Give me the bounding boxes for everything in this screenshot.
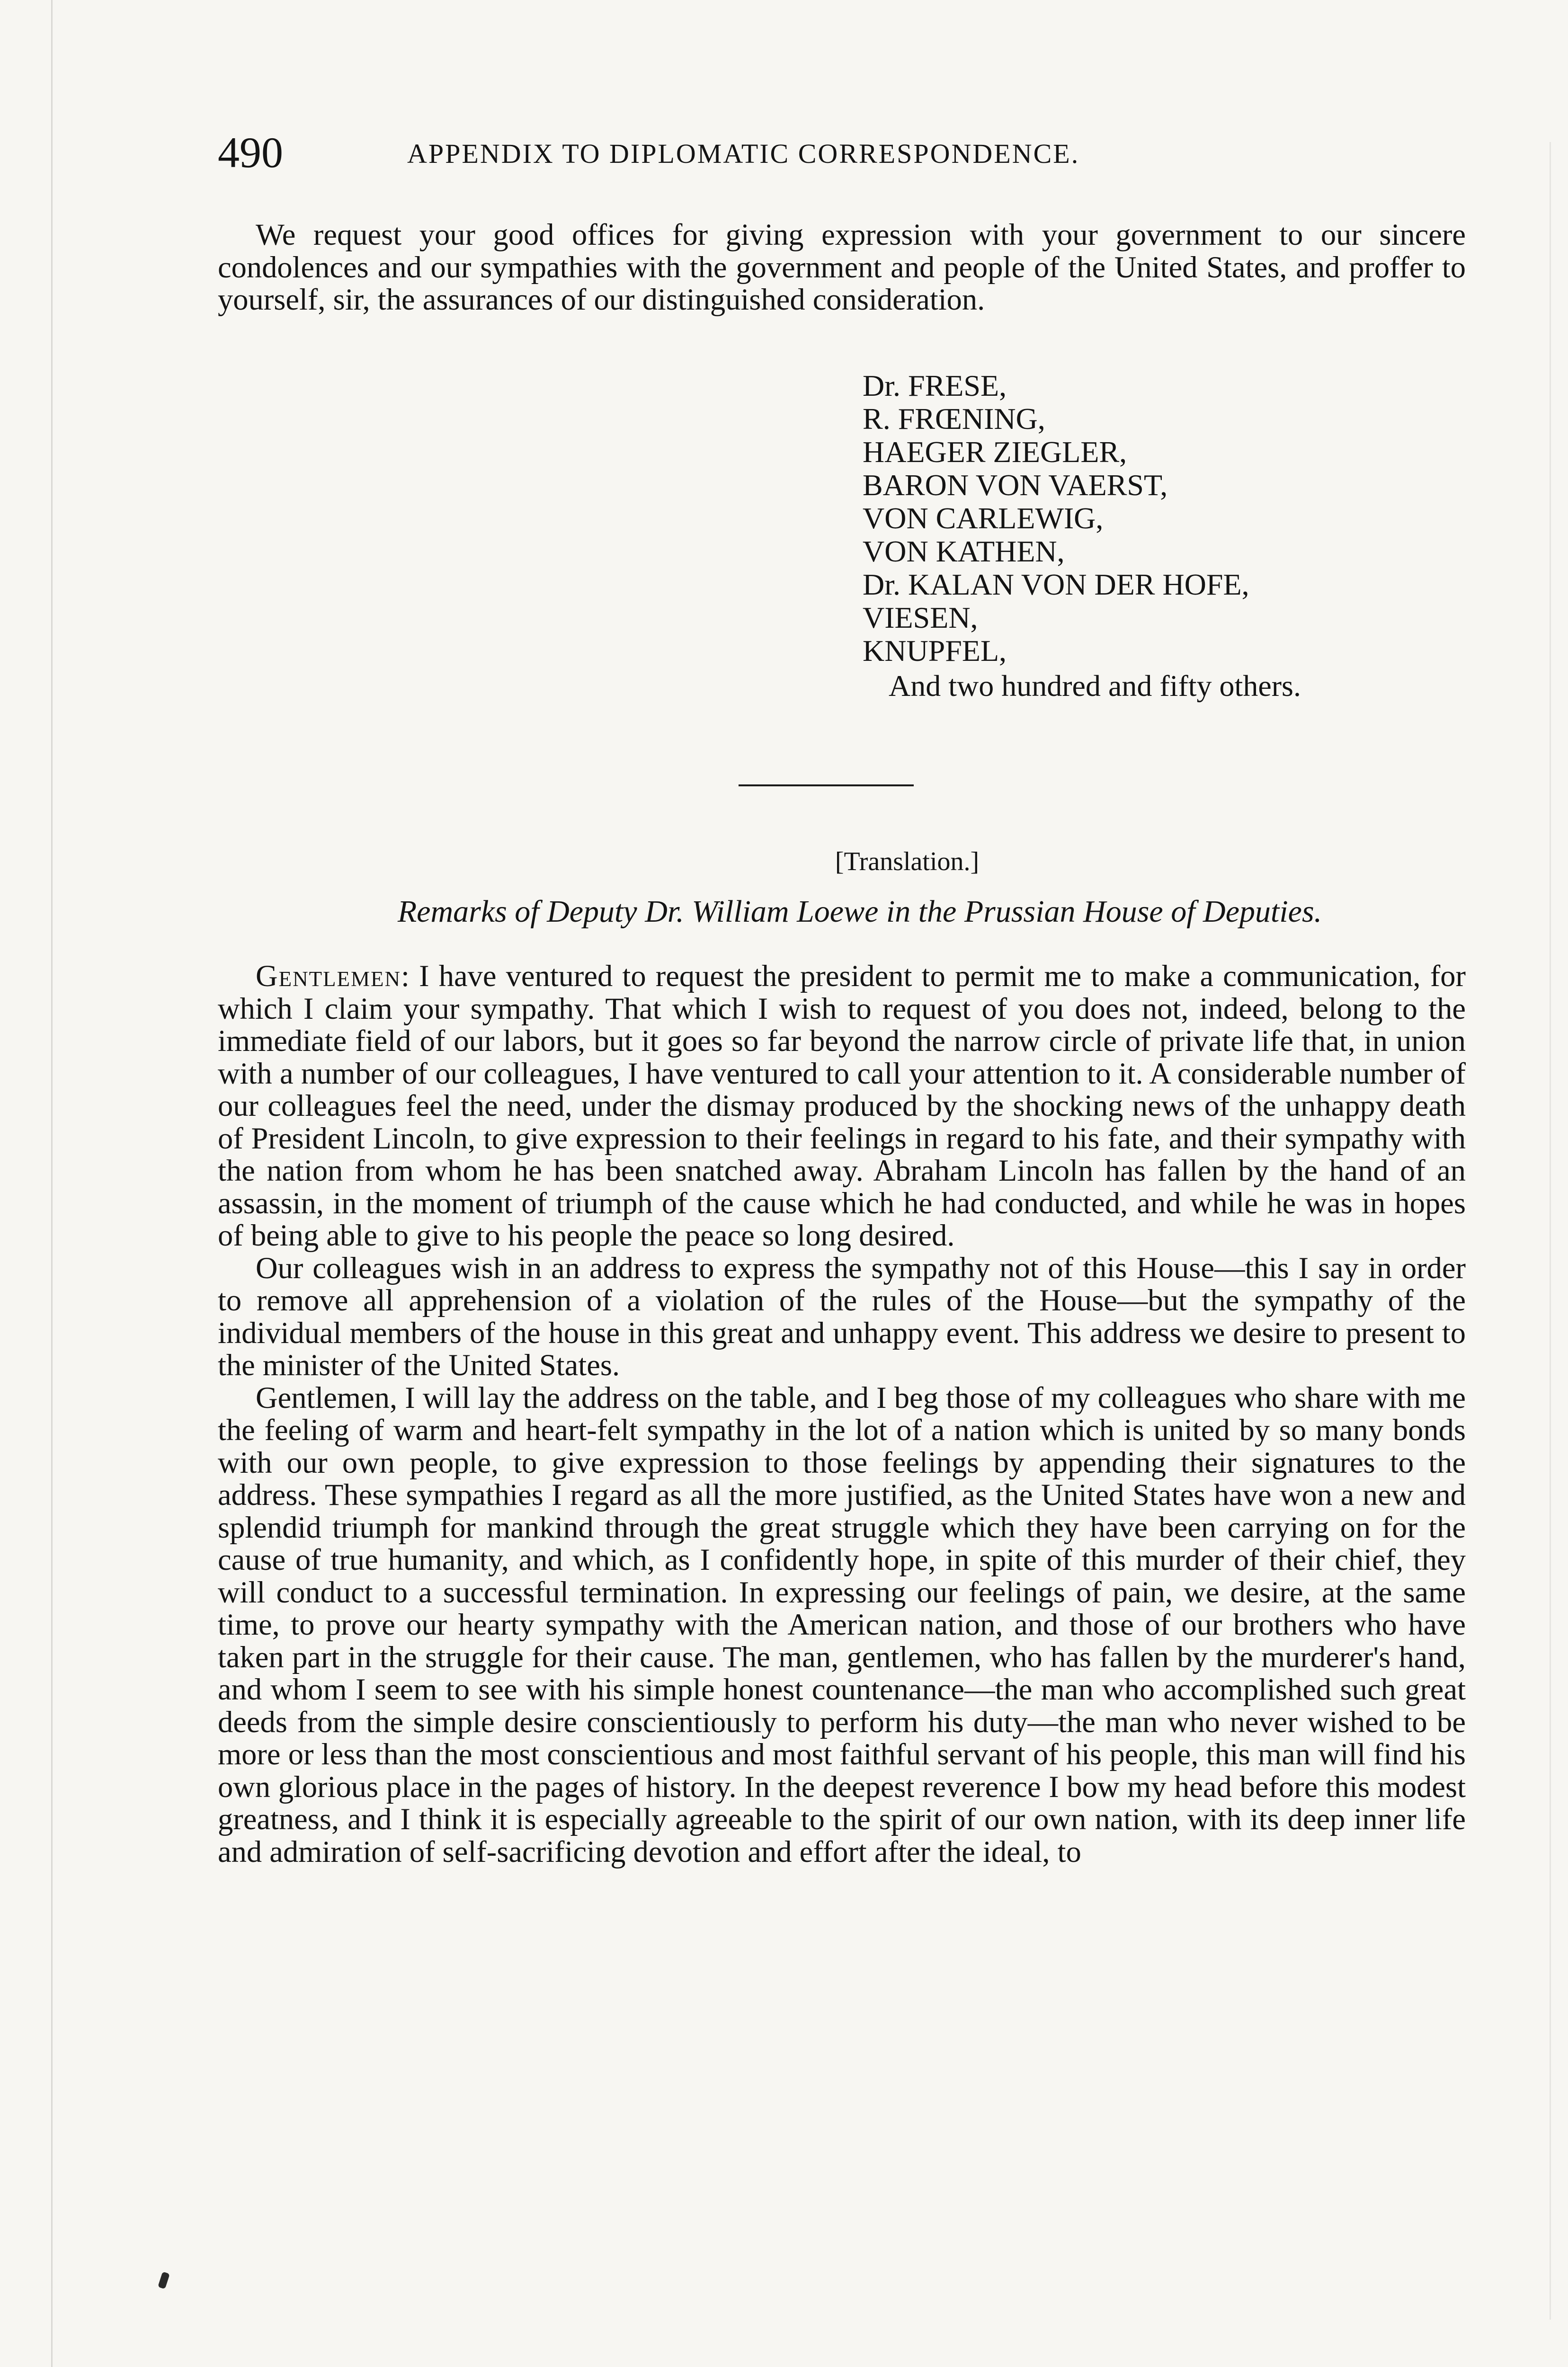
translation-note: [Translation.] bbox=[835, 847, 980, 876]
translation-note-row bbox=[0, 845, 1568, 878]
page-edge-left bbox=[51, 0, 53, 2367]
signature-line: BARON VON VAERST, bbox=[863, 468, 1168, 502]
margin-ink-mark bbox=[158, 2271, 170, 2289]
salutation: Gentlemen bbox=[256, 959, 401, 993]
signature-line: VIESEN, bbox=[863, 601, 978, 634]
remarks-title-row bbox=[0, 894, 1568, 930]
page-number: 490 bbox=[218, 128, 283, 177]
speech-paragraph-1 bbox=[218, 960, 1466, 1252]
signature-line: HAEGER ZIEGLER, bbox=[863, 435, 1127, 469]
signature-line: VON KATHEN, bbox=[863, 534, 1065, 568]
signature-list bbox=[863, 369, 1478, 703]
intro-paragraph: We request your good offices for giving expression with your government to our sincere condolences and our sympathies with the government and people of the United States, and proffer to yourself, sir, the assurances of our distinguished consideration. bbox=[218, 218, 1466, 316]
speech-body bbox=[218, 960, 1466, 1868]
page-header bbox=[218, 124, 1534, 181]
signature-line: KNUPFEL, bbox=[863, 634, 1007, 667]
speech-paragraph-1-text: : I have ventured to request the president to permit me to make a communication, for which I claim your sympathy. That which I wish to request of you does not, indeed, belong to the immediate field of our labors, but it goes so far beyond the narrow circle of private life that, in union with a number of our colleagues, I have ventured to call your attention to it. A considerable number of our colleagues feel the need, under the dismay produced by the shocking news of the unhappy death of President Lincoln, to give expression to their feelings in regard to his fate, and their sympathy with the nation from whom he has been snatched away. Abraham Lincoln has fallen by the hand of an assassin, in the moment of triumph of the cause which he had conducted, and while he was in hopes of being able to give to his people the peace so long desired. bbox=[218, 959, 1466, 1252]
signature-line: VON CARLEWIG, bbox=[863, 501, 1104, 535]
page-edge-right bbox=[1550, 142, 1551, 2320]
remarks-title: Remarks of Deputy Dr. William Loewe in the Prussian House of Deputies. bbox=[397, 894, 1322, 929]
intro-block bbox=[218, 219, 1466, 316]
running-title: APPENDIX TO DIPLOMATIC CORRESPONDENCE. bbox=[407, 138, 1080, 169]
signature-line: Dr. FRESE, bbox=[863, 369, 1007, 402]
speech-paragraph-3: Gentlemen, I will lay the address on the table, and I beg those of my colleagues who share with me the feeling of warm and heart-felt sympathy in the lot of a nation which is united by so many bonds with our own people, to give expression to those feelings by appending their signatures to the address. These sympathies I regard as all the more justified, as the United States have won a new and splendid triumph for mankind through the great struggle which they have been carrying on for the cause of true humanity, and which, as I confidently hope, in spite of this murder of their chief, they will conduct to a successful termination. In expressing our feelings of pain, we desire, at the same time, to prove our hearty sympathy with the American nation, and those of our brothers who have taken part in the struggle for their cause. The man, gentlemen, who has fallen by the murderer's hand, and whom I seem to see with his simple honest countenance—the man who accomplished such great deeds from the simple desire conscientiously to perform his duty—the man who never wished to be more or less than the most conscientious and most faithful servant of his people, this man will find his own glorious place in the pages of history. In the deepest reverence I bow my head before this modest greatness, and I think it is especially agreeable to the spirit of our own nation, with its deep inner life and admiration of self-sacrificing devotion and effort after the ideal, to bbox=[218, 1380, 1466, 1869]
signature-line: R. FRŒNING, bbox=[863, 402, 1045, 436]
speech-paragraph-2: Our colleagues wish in an address to express the sympathy not of this House—this I say in order to remove all apprehension of a violation of the rules of the House—but the sympathy of the individual members of the house in this great and unhappy event. This address we desire to present to the minister of the United States. bbox=[218, 1251, 1466, 1382]
section-divider bbox=[739, 784, 914, 786]
signature-line: Dr. KALAN VON DER HOFE, bbox=[863, 568, 1249, 601]
signatures-trailer: And two hundred and fifty others. bbox=[889, 669, 1301, 703]
